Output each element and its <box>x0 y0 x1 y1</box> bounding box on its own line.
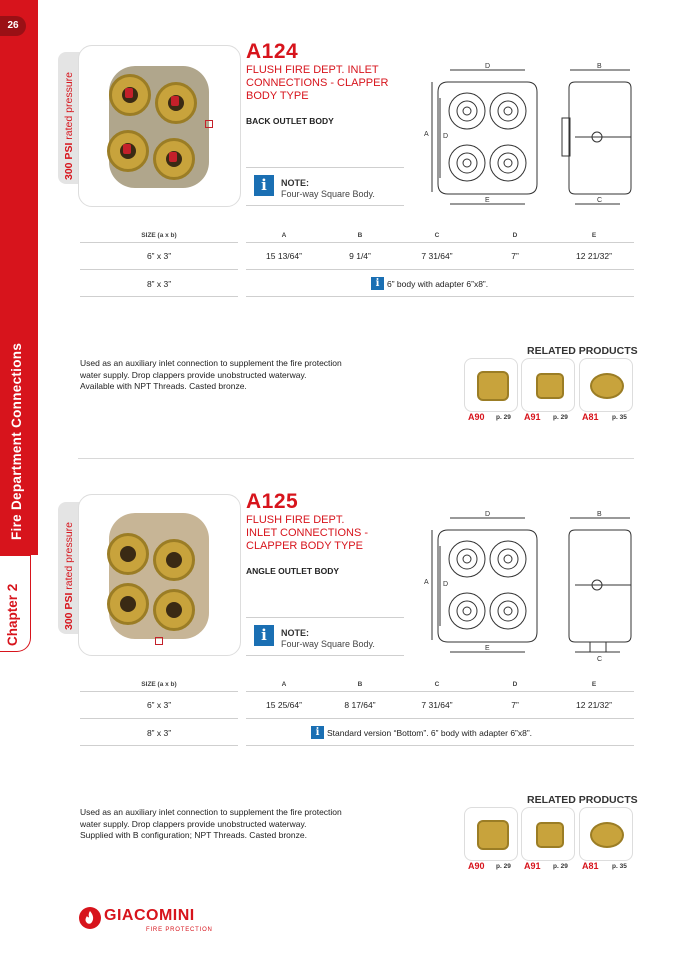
note-text: Four-way Square Body. <box>281 639 375 649</box>
table-cell: 8 17/64” <box>344 700 376 710</box>
related-page: p. 29 <box>496 414 511 421</box>
table-header: SIZE (a x b) <box>141 681 177 688</box>
product-code: A125 <box>246 490 299 513</box>
logo-flame-icon <box>78 906 102 930</box>
product-subtitle: FLUSH FIRE DEPT. INLET CONNECTIONS - CLAPPER BODY TYPE <box>246 64 389 102</box>
related-product-image[interactable] <box>521 358 575 412</box>
technical-drawing <box>410 60 635 210</box>
related-products-title: RELATED PRODUCTS <box>527 345 638 357</box>
inlet-port-icon <box>155 82 197 124</box>
port-outline <box>449 145 485 181</box>
related-page: p. 29 <box>553 863 568 870</box>
dim-label-d: D <box>485 511 491 518</box>
body-outline <box>438 82 537 194</box>
table-note: 6” body with adapter 6”x8”. <box>387 279 489 289</box>
clapper-marker-icon <box>155 637 163 645</box>
section-divider <box>78 458 634 459</box>
table-header: C <box>434 232 440 239</box>
port-outline <box>449 93 485 129</box>
table-cell: 15 13/64” <box>266 251 302 261</box>
body-outline <box>438 530 537 642</box>
note-label: NOTE: <box>281 178 309 188</box>
inlet-port-icon <box>153 589 195 631</box>
table-header: B <box>357 232 363 239</box>
dim-label-d: D <box>485 63 491 70</box>
body-type: BACK OUTLET BODY <box>246 116 334 126</box>
table-header: C <box>434 681 440 688</box>
table-cell: 7” <box>511 251 519 261</box>
pressure-rating: 300 PSI rated pressure <box>63 72 75 180</box>
table-cell: 6” x 3” <box>146 700 172 710</box>
coupling-icon <box>477 820 509 850</box>
cap-icon <box>590 373 624 399</box>
port-outline <box>490 593 526 629</box>
related-product-image[interactable] <box>579 807 633 861</box>
table-cell: 8” x 3” <box>146 728 172 738</box>
dim-label-a: A <box>424 131 429 138</box>
coupling-icon <box>477 371 509 401</box>
related-products-title: RELATED PRODUCTS <box>527 794 638 806</box>
pressure-rating: 300 PSI rated pressure <box>63 522 75 630</box>
table-cell: 6” x 3” <box>146 251 172 261</box>
related-page: p. 35 <box>612 414 627 421</box>
inlet-port-icon <box>107 583 149 625</box>
port-outline <box>490 145 526 181</box>
table-cell: 12 21/32” <box>576 251 612 261</box>
inlet-port-icon <box>107 533 149 575</box>
dim-label-a: A <box>424 579 429 586</box>
product-description: Used as an auxiliary inlet connection to supplement the fire protection water supply. Drop clappers provide unobstructed waterway. Available with NPT Threads. Casted bronze. <box>80 358 342 391</box>
table-cell: 8” x 3” <box>146 279 172 289</box>
dim-label-c: C <box>597 197 603 204</box>
table-header: D <box>512 232 518 239</box>
info-icon: i <box>311 726 324 739</box>
table-cell: 12 21/32” <box>576 700 612 710</box>
page-number: 26 <box>0 16 26 36</box>
table-header: A <box>281 232 287 239</box>
info-icon: i <box>254 625 274 646</box>
table-header: A <box>281 681 287 688</box>
related-product-image[interactable] <box>579 358 633 412</box>
related-page: p. 29 <box>496 863 511 870</box>
port-outline <box>490 541 526 577</box>
chapter-title: Fire Department Connections <box>9 342 24 540</box>
table-cell: 7 31/64” <box>421 251 453 261</box>
note-label: NOTE: <box>281 628 309 638</box>
port-outline <box>449 593 485 629</box>
table-header: D <box>512 681 518 688</box>
product-code: A124 <box>246 40 299 63</box>
inlet-port-icon <box>153 138 195 180</box>
dim-label-e: E <box>485 197 490 204</box>
port-outline <box>490 93 526 129</box>
related-code[interactable]: A90 <box>468 412 485 422</box>
brand-name: GIACOMINI <box>104 907 195 924</box>
related-product-image[interactable] <box>521 807 575 861</box>
dim-label-c: C <box>597 656 603 663</box>
side-outline <box>569 82 631 194</box>
related-code[interactable]: A91 <box>524 861 541 871</box>
related-page: p. 29 <box>553 414 568 421</box>
port-outline <box>449 541 485 577</box>
adapter-icon <box>536 373 564 399</box>
info-icon: i <box>254 175 274 196</box>
note-text: Four-way Square Body. <box>281 189 375 199</box>
dim-label-e: E <box>485 645 490 652</box>
table-header: B <box>357 681 363 688</box>
body-type: ANGLE OUTLET BODY <box>246 566 340 576</box>
side-outline <box>569 530 631 642</box>
table-cell: 15 25/64” <box>266 700 302 710</box>
technical-drawing <box>410 508 635 663</box>
related-code[interactable]: A91 <box>524 412 541 422</box>
table-cell: 7” <box>511 700 519 710</box>
table-header: E <box>591 681 597 688</box>
inlet-port-icon <box>153 539 195 581</box>
inlet-port-icon <box>109 74 151 116</box>
info-icon: i <box>371 277 384 290</box>
related-product-image[interactable] <box>464 358 518 412</box>
table-cell: 9 1/4” <box>349 251 371 261</box>
brand-tagline: FIRE PROTECTION <box>146 927 213 933</box>
outlet-flange <box>590 642 606 652</box>
dim-label-d2: D <box>443 133 449 140</box>
clapper-marker-icon <box>205 120 213 128</box>
dim-label-b: B <box>597 511 602 518</box>
table-note: Standard version “Bottom”. 6” body with adapter 6”x8”. <box>327 728 533 738</box>
table-header: E <box>591 232 597 239</box>
related-code[interactable]: A81 <box>582 861 599 871</box>
dim-label-d2: D <box>443 581 449 588</box>
inlet-port-icon <box>107 130 149 172</box>
product-photo <box>78 494 241 656</box>
product-subtitle: FLUSH FIRE DEPT. INLET CONNECTIONS - CLAPPER BODY TYPE <box>246 514 369 552</box>
product-description: Used as an auxiliary inlet connection to supplement the fire protection water supply. Drop clappers provide unobstructed waterway. Supplied with B configuration; NPT Threads. Casted bronze. <box>80 807 342 840</box>
dim-label-b: B <box>597 63 602 70</box>
related-page: p. 35 <box>612 863 627 870</box>
chapter-label: Chapter 2 <box>5 583 20 646</box>
product-photo <box>78 45 241 207</box>
related-code[interactable]: A90 <box>468 861 485 871</box>
related-code[interactable]: A81 <box>582 412 599 422</box>
table-cell: 7 31/64” <box>421 700 453 710</box>
adapter-icon <box>536 822 564 848</box>
table-header: SIZE (a x b) <box>141 232 177 239</box>
cap-icon <box>590 822 624 848</box>
related-product-image[interactable] <box>464 807 518 861</box>
